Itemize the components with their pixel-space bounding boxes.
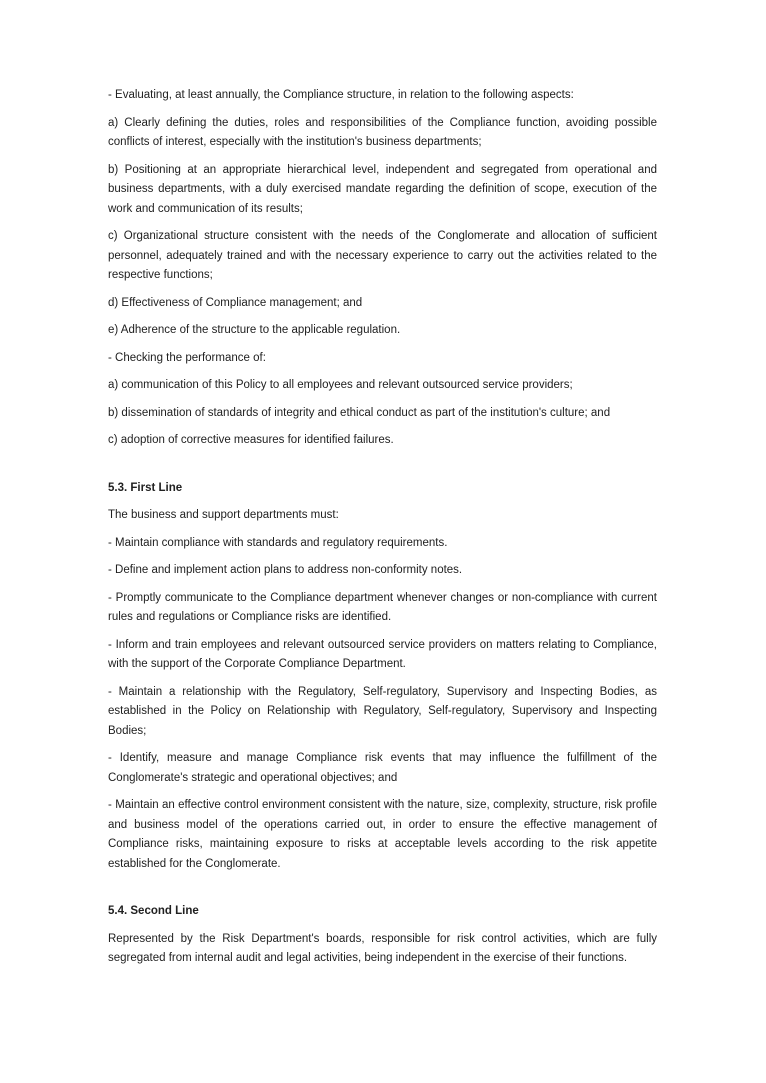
paragraph-identify-measure: - Identify, measure and manage Compliance risk events that may influence the fulfillment of the Conglomerate's strategic and operational objectives; and xyxy=(108,752,657,784)
paragraph-maintain-compliance: - Maintain compliance with standards and regulatory requirements. xyxy=(108,536,448,549)
paragraph-promptly-communicate: - Promptly communicate to the Compliance department whenever changes or non-compliance with current rules and regulations or Compliance risks are identified. xyxy=(108,591,657,623)
paragraph-maintain-relationship: - Maintain a relationship with the Regulatory, Self-regulatory, Supervisory and Inspecting Bodies, as established in the Policy on Relationship with Regulatory, Self-regulatory, Supervisory and Inspecting Bodies; xyxy=(108,685,657,737)
paragraph-item-e-adherence: e) Adherence of the structure to the applicable regulation. xyxy=(108,324,401,336)
paragraph-item-a-communication: a) communication of this Policy to all employees and relevant outsourced service providers; xyxy=(108,379,573,391)
paragraph-item-d-effectiveness: d) Effectiveness of Compliance management; and xyxy=(108,296,363,309)
paragraph-item-c-adoption: c) adoption of corrective measures for identified failures. xyxy=(108,434,394,446)
paragraph-business-support-intro: The business and support departments must: xyxy=(108,509,339,521)
paragraph-checking-intro: - Checking the performance of: xyxy=(108,351,266,364)
paragraph-item-c-structure: c) Organizational structure consistent with the needs of the Conglomerate and allocation of sufficient personnel, adequately trained and with the necessary experience to carry out the activities related to the respective functions; xyxy=(108,230,657,281)
paragraph-evaluating-intro: - Evaluating, at least annually, the Compliance structure, in relation to the following aspects: xyxy=(108,89,574,101)
paragraph-inform-train: - Inform and train employees and relevant outsourced service providers on matters relating to Compliance, with the support of the Corporate Compliance Department. xyxy=(108,638,657,670)
paragraph-item-a-duties: a) Clearly defining the duties, roles and responsibilities of the Compliance function, avoiding possible conflicts of interest, especially with the institution's business departments; xyxy=(108,116,657,148)
section-heading-first-line: 5.3. First Line xyxy=(108,481,183,494)
paragraph-define-implement: - Define and implement action plans to address non-conformity notes. xyxy=(108,564,463,576)
section-heading-second-line: 5.4. Second Line xyxy=(108,905,199,917)
paragraph-maintain-control-environment: - Maintain an effective control environment consistent with the nature, size, complexity, structure, risk profile and business model of the operations carried out, in order to ensure the effective management of Compliance risks, maintaining exposure to risks at acceptable levels according to the risk appetite established for the Conglomerate. xyxy=(108,799,657,870)
paragraph-item-b-dissemination: b) dissemination of standards of integrity and ethical conduct as part of the institution's culture; and xyxy=(108,406,611,419)
document-body xyxy=(108,86,657,977)
paragraph-represented-risk-department: Represented by the Risk Department's boards, responsible for risk control activities, which are fully segregated from internal audit and legal activities, being independent in the exercise of their functions. xyxy=(108,932,657,964)
paragraph-item-b-positioning: b) Positioning at an appropriate hierarchical level, independent and segregated from operational and business departments, with a duly exercised mandate regarding the definition of scope, execution of the work and communication of its results; xyxy=(108,163,657,215)
